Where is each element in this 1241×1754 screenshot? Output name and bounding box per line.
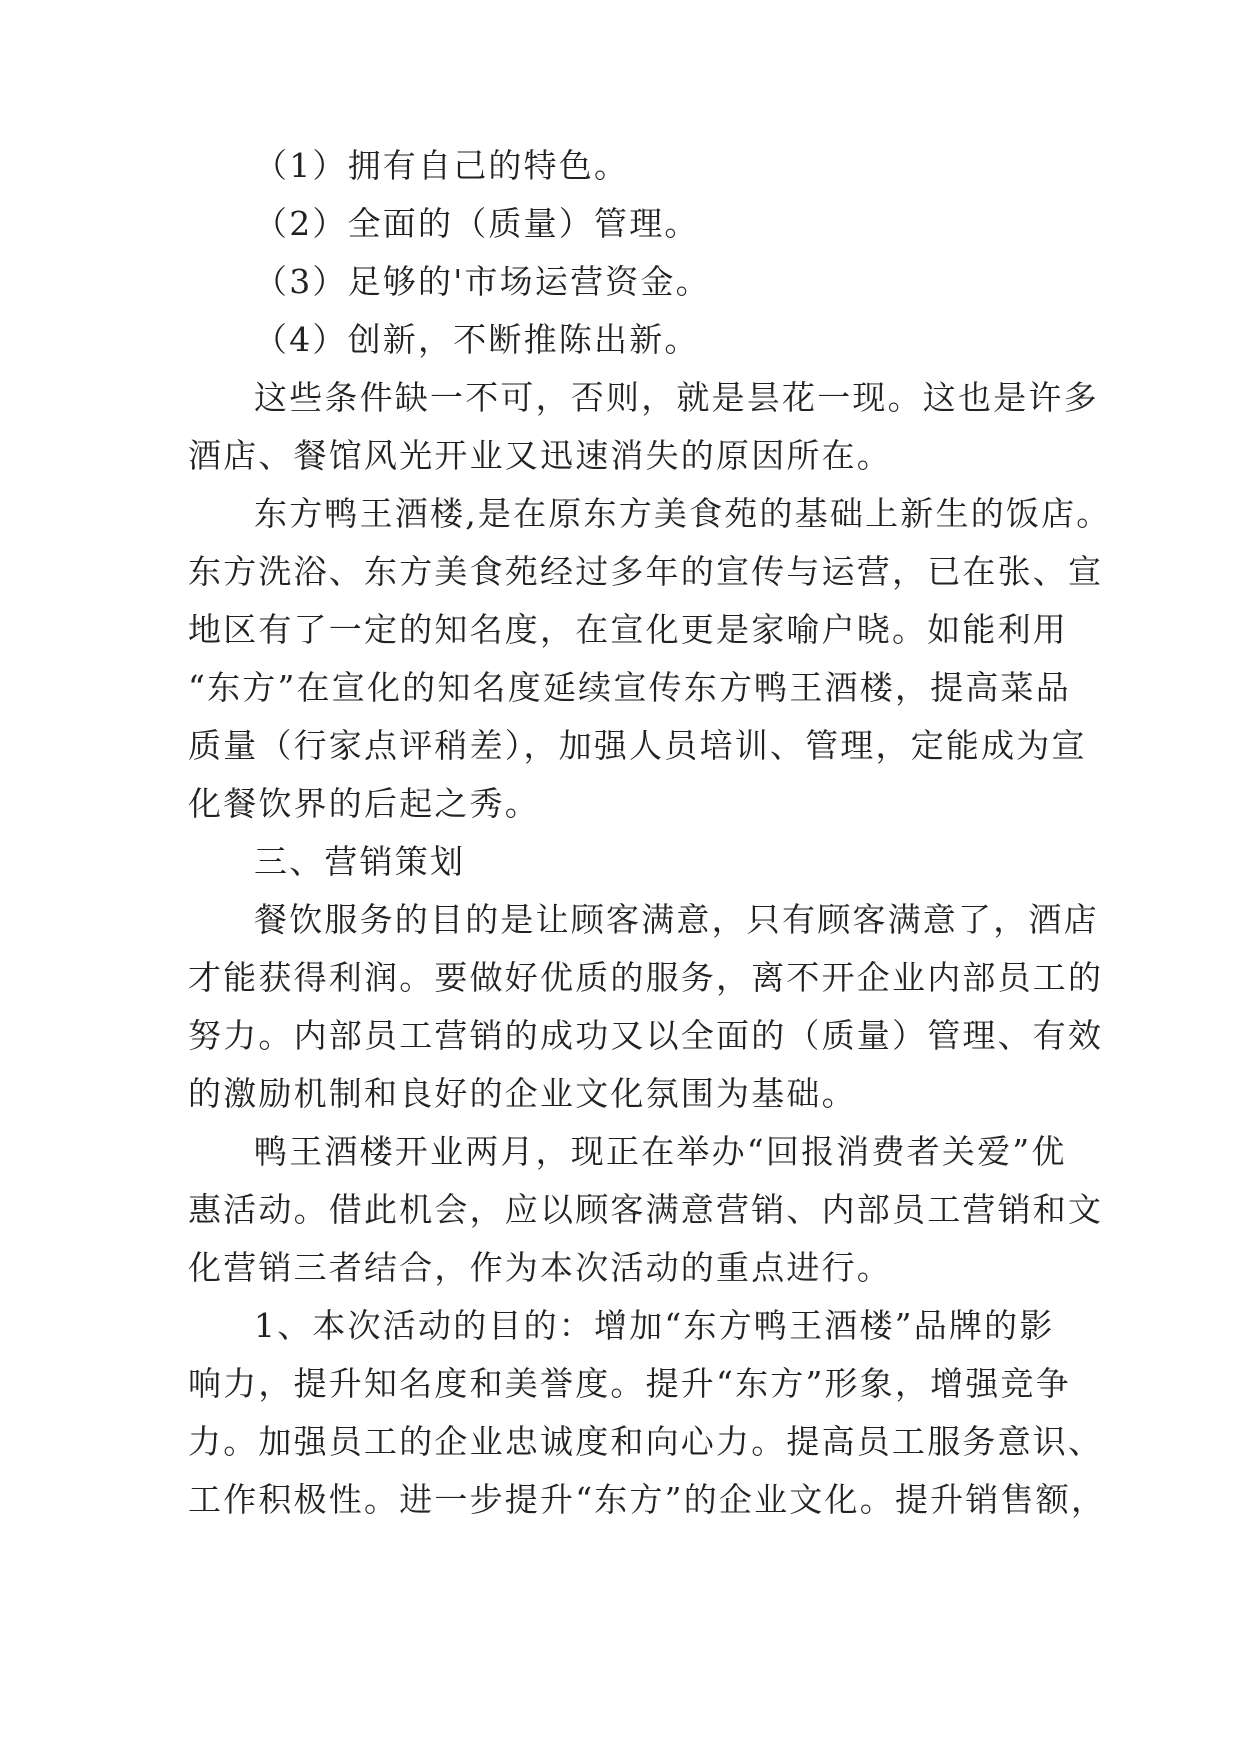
list-item-3: （3）足够的'市场运营资金。 xyxy=(254,262,711,301)
paragraph-line: 地区有了一定的知名度，在宣化更是家喻户晓。如能利用 xyxy=(188,610,1068,649)
paragraph-line: 这些条件缺一不可，否则，就是昙花一现。这也是许多 xyxy=(254,378,1099,417)
paragraph-line: 响力，提升知名度和美誉度。提升“东方”形象，增强竞争 xyxy=(188,1364,1071,1403)
paragraph-line: 餐饮服务的目的是让顾客满意，只有顾客满意了，酒店 xyxy=(254,900,1099,939)
paragraph-line: 力。加强员工的企业忠诚度和向心力。提高员工服务意识、 xyxy=(188,1422,1104,1461)
list-item-2: （2）全面的（质量）管理。 xyxy=(254,204,700,243)
paragraph-line: 惠活动。借此机会，应以顾客满意营销、内部员工营销和文 xyxy=(188,1190,1104,1229)
paragraph-line: 酒店、餐馆风光开业又迅速消失的原因所在。 xyxy=(188,436,892,475)
paragraph-line: 1、本次活动的目的：增加“东方鸭王酒楼”品牌的影 xyxy=(254,1306,1055,1345)
paragraph-line: 东方鸭王酒楼,是在原东方美食苑的基础上新生的饭店。 xyxy=(254,494,1112,533)
paragraph-line: 工作积极性。进一步提升“东方”的企业文化。提升销售额， xyxy=(188,1480,1107,1519)
paragraph-line: 质量（行家点评稍差），加强人员培训、管理，定能成为宣 xyxy=(188,726,1087,765)
paragraph-line: 鸭王酒楼开业两月，现正在举办“回报消费者关爱”优 xyxy=(254,1132,1067,1171)
paragraph-line: 的激励机制和良好的企业文化氛围为基础。 xyxy=(188,1074,857,1113)
paragraph-line: 东方洗浴、东方美食苑经过多年的宣传与运营，已在张、宣 xyxy=(188,552,1104,591)
paragraph-line: 化餐饮界的后起之秀。 xyxy=(188,784,540,823)
paragraph-line: 化营销三者结合，作为本次活动的重点进行。 xyxy=(188,1248,892,1287)
paragraph-line: “东方”在宣化的知名度延续宣传东方鸭王酒楼，提高菜品 xyxy=(188,668,1071,707)
list-item-1: （1）拥有自己的特色。 xyxy=(254,146,630,185)
paragraph-line: 努力。内部员工营销的成功又以全面的（质量）管理、有效 xyxy=(188,1016,1104,1055)
section-heading: 三、营销策划 xyxy=(254,842,466,881)
paragraph-line: 才能获得利润。要做好优质的服务，离不开企业内部员工的 xyxy=(188,958,1104,997)
list-item-4: （4）创新，不断推陈出新。 xyxy=(254,320,700,359)
